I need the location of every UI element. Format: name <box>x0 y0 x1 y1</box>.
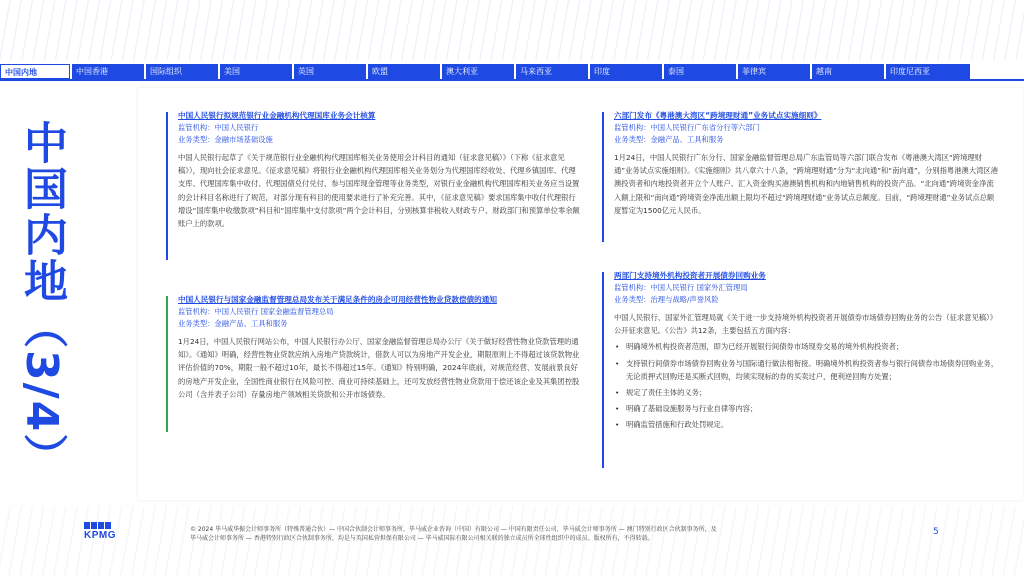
article-body: 中国人民银行、国家外汇管理局就《关于进一步支持境外机构投资者开展债券市场债券回购业务的公告（征求意见稿）》公开征求意见。《公告》共12条，主要包括五方面内容： <box>614 313 998 336</box>
copyright-line-2: 毕马威会计师事务所 — 香港特别行政区合伙制事务所，均是与英国私营担保有限公司 — 毕马威国际有限公司相关联的独立成员所全球性组织中的成员。版权所有，不得转载。 <box>190 535 654 542</box>
list-item: • 支持银行间债券市场债券回购业务与国际通行做法相衔接。明确境外机构投资者参与银行间债券市场债券回购业务，无论质押式回购还是买断式回购，均须实现标的券的买卖过户，便利逆回购方处置； <box>614 357 1000 383</box>
article-title[interactable]: 中国人民银行拟规范银行业金融机构代理国库业务会计核算 <box>178 111 376 120</box>
article-accent-bar <box>602 112 604 242</box>
logo-text: KPMG <box>84 530 116 541</box>
tab-eu[interactable]: 欧盟 <box>368 64 440 79</box>
page-title-text: 中国内地（3/4） <box>16 120 67 480</box>
list-item: • 明确监管措施和行政处罚规定。 <box>614 418 1000 431</box>
article-accent-bar <box>166 112 168 260</box>
tab-australia[interactable]: 澳大利亚 <box>442 64 514 79</box>
region-tab-bar <box>0 64 1024 79</box>
tab-international[interactable]: 国际组织 <box>146 64 218 79</box>
page-title <box>6 120 76 480</box>
kpmg-logo <box>84 522 116 541</box>
article-category: 业务类型：治理与战略/声誉风险 <box>614 295 719 304</box>
tab-vietnam[interactable]: 越南 <box>812 64 884 79</box>
tab-underline <box>0 79 1024 81</box>
article-accent-bar <box>602 272 604 468</box>
tab-china-mainland[interactable]: 中国内地 <box>0 64 70 79</box>
article-accent-bar <box>166 296 168 432</box>
list-item: • 明确了基础设施服务与行业自律等内容； <box>614 402 1000 415</box>
article-body: 中国人民银行起草了《关于规范银行业金融机构代理国库相关业务使用会计科目的通知（征求意见稿）》（下称《征求意见稿》），现向社会征求意见。《征求意见稿》将银行业金融机构代理国库相关业务划分为代理国库经收处、代理乡镇国库、代理支库、代理国库集中收付、代理国债兑付兑付、参与国库现金管理等业务类型，对银行业金融机构代理国库相关业务应当设置的会计科目名称进行了规范，对部分现有科目的使用要求进行了补充完善。其中，《征求意见稿》要求国库集中收付代理银行增设“国库集中收缴款项”科目和“国库集中支付款项”两个会计科目，分别核算非税收入财政专户、财政部门和预算单位零余额账户上的款项。 <box>178 153 580 229</box>
article-bullet-list <box>614 340 1000 431</box>
page-number: 5 <box>933 527 939 537</box>
list-item: • 规定了责任主体的义务； <box>614 386 1000 399</box>
article-property-loans <box>178 294 581 401</box>
copyright-notice <box>190 525 850 543</box>
article-regulator: 监管机构：中国人民银行广东省分行等六部门 <box>614 123 760 132</box>
article-title[interactable]: 中国人民银行与国家金融监督管理总局发布关于满足条件的房企可用经营性物业贷款偿债的通知 <box>178 295 497 304</box>
article-title[interactable]: 两部门支持境外机构投资者开展债券回购业务 <box>614 271 766 280</box>
article-regulator: 监管机构：中国人民银行 国家金融监督管理总局 <box>178 307 334 316</box>
tab-hong-kong[interactable]: 中国香港 <box>72 64 144 79</box>
article-title[interactable]: 六部门发布《粤港澳大湾区“跨境理财通”业务试点实施细则》 <box>614 111 822 120</box>
article-cross-border-wealth <box>614 110 1000 217</box>
tab-india[interactable]: 印度 <box>590 64 662 79</box>
article-regulator: 监管机构：中国人民银行 <box>178 123 259 132</box>
tab-malaysia[interactable]: 马来西亚 <box>516 64 588 79</box>
header-background <box>0 0 1024 60</box>
article-treasury-accounting <box>178 110 581 230</box>
tab-usa[interactable]: 美国 <box>220 64 292 79</box>
list-item: • 明确境外机构投资者范围，即为已经开展银行间债券市场现券交易的境外机构投资者； <box>614 340 1000 353</box>
article-regulator: 监管机构：中国人民银行 国家外汇管理局 <box>614 283 748 292</box>
copyright-line-1: © 2024 毕马威华振会计师事务所（特殊普通合伙）— 中国合伙制会计师事务所，毕马威企业咨询（中国）有限公司 — 中国有限责任公司，毕马威会计师事务所 — 澳门特别行政区合伙制事务所，及 <box>190 526 717 533</box>
article-body: 1月24日，中国人民银行网站公布，中国人民银行办公厅、国家金融监督管理总局办公厅《关于做好经营性物业贷款管理的通知》。《通知》明确，经营性物业贷款应纳入房地产贷款统计，借款人可以为房地产开发企业，期限原则上不得超过该贷款物业评估价值的70%，期限一般不超过10年，最长不得超过15年。《通知》特别明确，2024年底前，对规范经营、发展前景良好的房地产开发企业，全国性商业银行在风险可控、商业可持续基础上，还可发放经营性物业贷款用于偿还该企业及其集团控股公司（含并表子公司）存量房地产领域相关贷款和公开市场债券。 <box>178 337 580 399</box>
logo-boxes-icon <box>84 522 116 529</box>
tab-uk[interactable]: 英国 <box>294 64 366 79</box>
article-category: 业务类型：金融产品、工具和服务 <box>614 135 724 144</box>
article-bond-repo <box>614 270 1000 432</box>
article-body: 1月24日，中国人民银行广东分行、国家金融监督管理总局广东监管局等六部门联合发布《粤港澳大湾区“跨境理财通”业务试点实施细则》。《实施细则》共八章六十八条，“跨境理财通”分为“北向通”和“南向通”，分别指粤港澳大湾区港澳投资者和内地投资者开立个人账户、汇入资金购买港澳销售机构和内地销售机构的投资产品。“北向通”跨境资金净流入额上限和“南向通”跨境资金净流出额上限均不超过“跨境理财通”业务试点总额度。目前，“跨境理财通”业务试点总额度暂定为1500亿元人民币。 <box>614 153 999 215</box>
tab-thailand[interactable]: 泰国 <box>664 64 736 79</box>
tab-philippines[interactable]: 菲律宾 <box>738 64 810 79</box>
article-category: 业务类型：金融产品、工具和服务 <box>178 319 288 328</box>
tab-indonesia[interactable]: 印度尼西亚 <box>886 64 970 79</box>
article-category: 业务类型：金融市场基础设施 <box>178 135 273 144</box>
